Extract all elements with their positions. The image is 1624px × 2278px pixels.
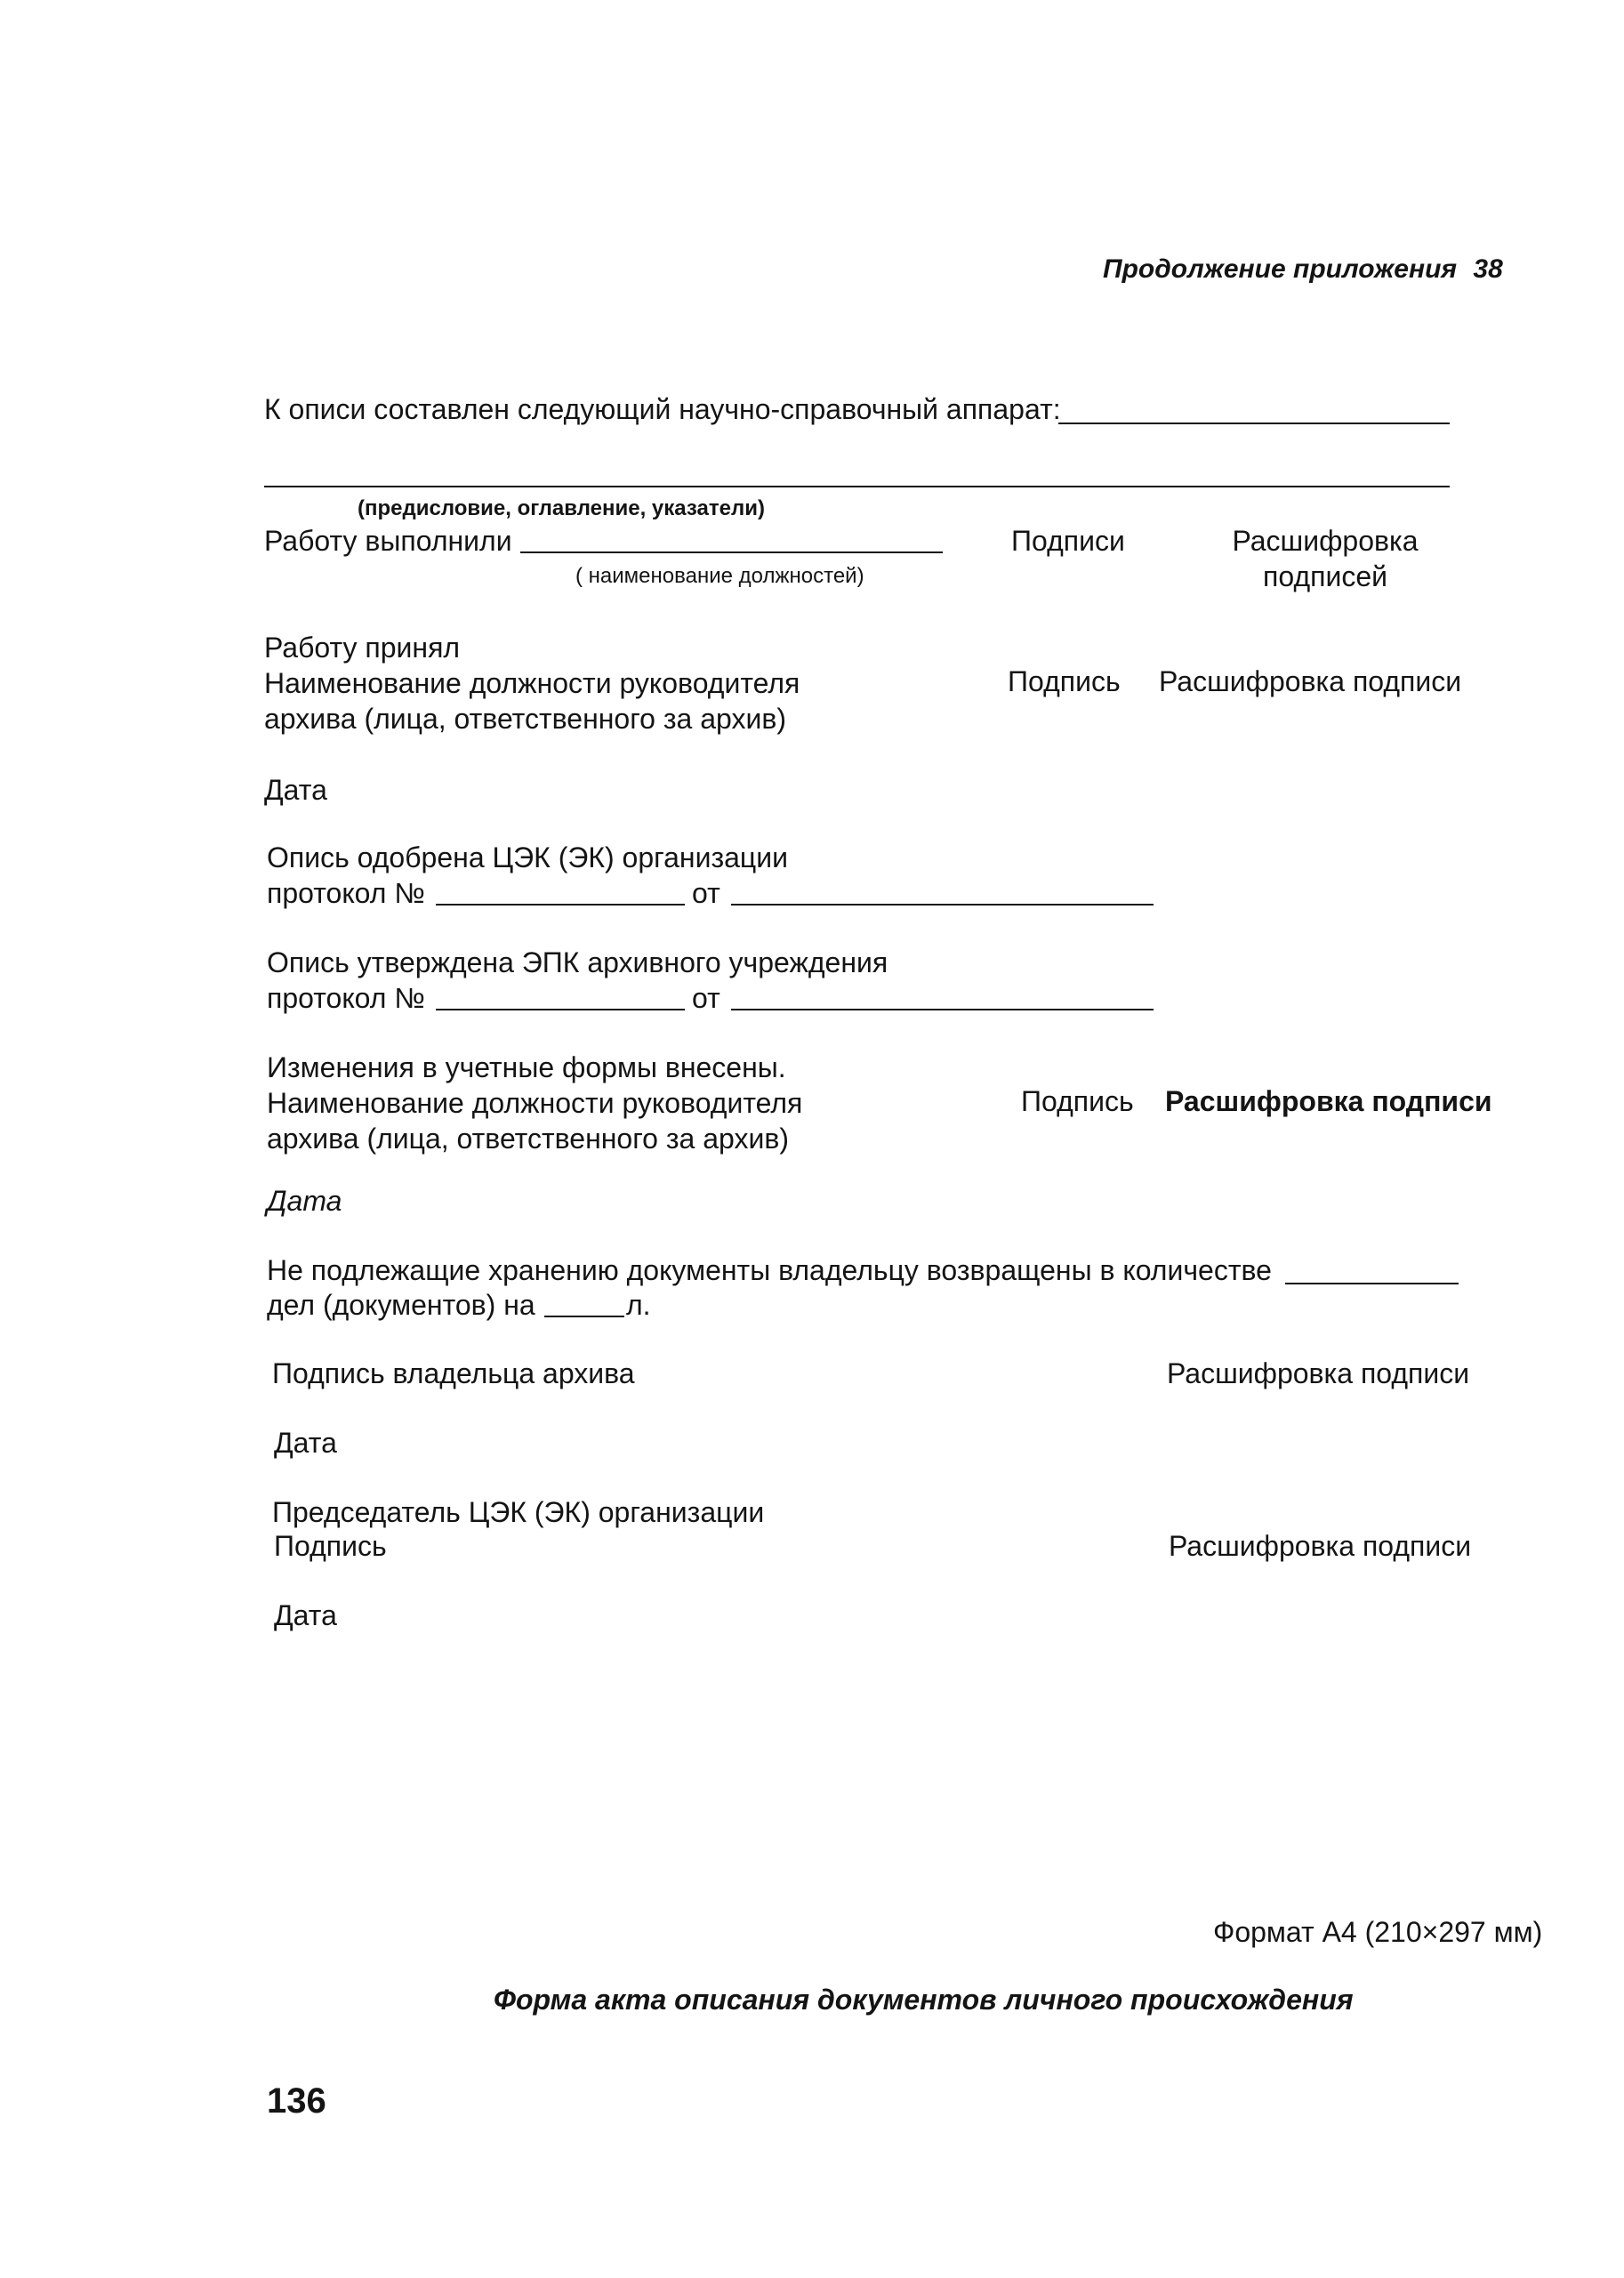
- accepted-date-label: Дата: [264, 774, 327, 806]
- chairman-line1: Председатель ЦЭК (ЭК) организации: [272, 1496, 765, 1528]
- approval-epk-text: Опись утверждена ЭПК архивного учреждения: [267, 946, 888, 978]
- signatures-label: Подписи: [1011, 525, 1125, 557]
- returned-docs-line2-prefix: дел (документов) на: [267, 1289, 535, 1321]
- appendix-continuation-heading: [1103, 252, 1503, 287]
- owner-date-label: Дата: [274, 1427, 337, 1459]
- work-done-label: Работу выполнили: [264, 525, 512, 557]
- approval-epk-protocol-label: протокол №: [267, 982, 425, 1014]
- approval-cek-text: Опись одобрена ЦЭК (ЭК) организации: [267, 841, 788, 873]
- chairman-decoding-label: Расшифровка подписи: [1169, 1530, 1472, 1562]
- accepted-position-line1: Наименование должности руководителя: [264, 667, 800, 699]
- changes-line3: архива (лица, ответственного за архив): [267, 1123, 789, 1155]
- changes-date-label: Дата: [267, 1185, 342, 1217]
- changes-block: [267, 1050, 802, 1156]
- reference-apparatus-caption: (предисловие, оглавление, указатели): [358, 496, 765, 520]
- work-accepted-title: Работу принял: [264, 632, 461, 664]
- form-title: Форма акта описания документов личного происхождения: [494, 1984, 1354, 2016]
- reference-apparatus-line-2: [264, 486, 1450, 487]
- returned-docs-line1: Не подлежащие хранению документы владельцу возвращены в количестве: [267, 1254, 1272, 1286]
- accepted-signature-label: Подпись: [1008, 665, 1121, 697]
- chairman-date-label: Дата: [274, 1599, 337, 1631]
- accepted-position-line2: архива (лица, ответственного за архив): [264, 703, 786, 735]
- appendix-number: 38: [1473, 254, 1503, 284]
- approval-epk-from-label: от: [692, 982, 720, 1014]
- decoding-label-line2: подписей: [1263, 560, 1387, 592]
- continuation-label: Продолжение приложения: [1103, 254, 1458, 284]
- changes-decoding-label: Расшифровка подписи: [1165, 1085, 1492, 1117]
- accepted-decoding-label: Расшифровка подписи: [1159, 665, 1462, 697]
- approval-cek-date-line: [731, 904, 1154, 906]
- returned-docs-pages-line: [544, 1316, 624, 1317]
- approval-epk-protocol-line: [436, 1009, 685, 1010]
- work-done-positions-line: [520, 551, 943, 553]
- returned-docs-count-line: [1285, 1283, 1459, 1284]
- format-label: Формат А4 (210×297 мм): [1213, 1916, 1543, 1948]
- work-accepted-block: [264, 630, 800, 737]
- approval-epk-date-line: [731, 1009, 1154, 1010]
- approval-cek-protocol-line: [436, 904, 685, 906]
- approval-cek-from-label: от: [692, 877, 720, 909]
- positions-caption: ( наименование должностей): [575, 564, 864, 588]
- reference-apparatus-line-1: [1058, 423, 1450, 424]
- changes-line2: Наименование должности руководителя: [267, 1087, 803, 1119]
- returned-docs-line2-suffix: л.: [626, 1289, 651, 1321]
- decoding-label-plural: [1210, 523, 1441, 594]
- page-number: 136: [267, 2081, 326, 2121]
- reference-apparatus-label: К описи составлен следующий научно-справочный аппарат:: [264, 393, 1061, 425]
- changes-signature-label: Подпись: [1021, 1085, 1134, 1117]
- owner-decoding-label: Расшифровка подписи: [1167, 1357, 1470, 1389]
- changes-line1: Изменения в учетные формы внесены.: [267, 1051, 786, 1083]
- decoding-label-line1: Расшифровка: [1232, 525, 1419, 557]
- approval-cek-protocol-label: протокол №: [267, 877, 425, 909]
- chairman-signature-label: Подпись: [274, 1530, 387, 1562]
- owner-signature-label: Подпись владельца архива: [272, 1357, 635, 1389]
